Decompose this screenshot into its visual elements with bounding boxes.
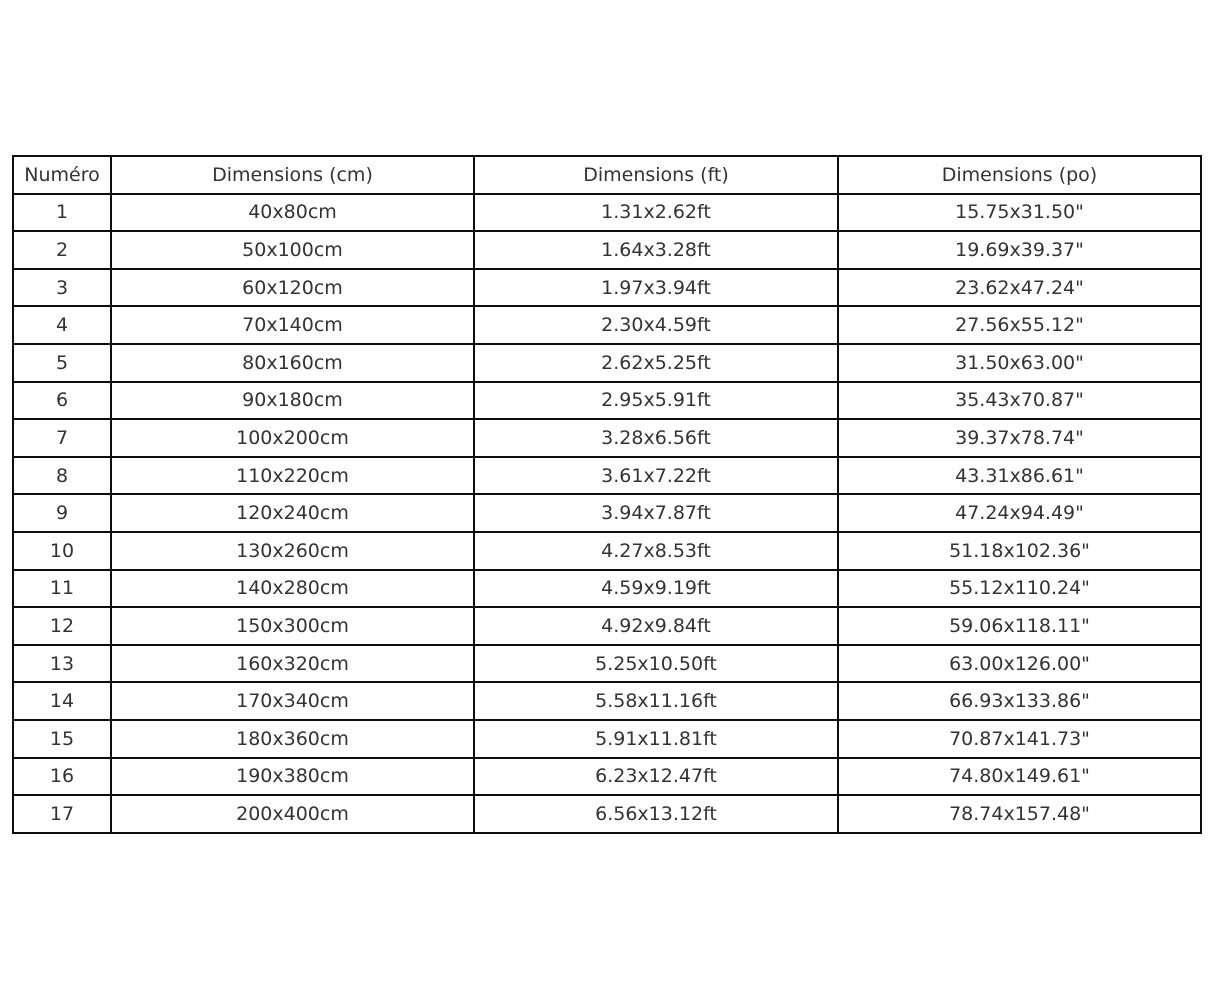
table-cell: 70x140cm <box>111 306 474 344</box>
table-row <box>13 382 1201 420</box>
table-cell: 100x200cm <box>111 419 474 457</box>
table-cell: 3.61x7.22ft <box>474 457 838 495</box>
table-cell: 1.97x3.94ft <box>474 269 838 307</box>
table-cell: 80x160cm <box>111 344 474 382</box>
header-row <box>13 156 1201 194</box>
table-cell: 2.30x4.59ft <box>474 306 838 344</box>
table-cell: 3 <box>13 269 111 307</box>
table-cell: 17 <box>13 795 111 833</box>
table-row <box>13 419 1201 457</box>
table-row <box>13 795 1201 833</box>
table-cell: 4.92x9.84ft <box>474 607 838 645</box>
table-cell: 110x220cm <box>111 457 474 495</box>
table-cell: 3.94x7.87ft <box>474 494 838 532</box>
table-cell: 1.64x3.28ft <box>474 231 838 269</box>
table-cell: 120x240cm <box>111 494 474 532</box>
table-cell: 4 <box>13 306 111 344</box>
table-cell: 180x360cm <box>111 720 474 758</box>
table-cell: 70.87x141.73" <box>838 720 1201 758</box>
table-cell: 27.56x55.12" <box>838 306 1201 344</box>
table-row <box>13 607 1201 645</box>
table-cell: 4.59x9.19ft <box>474 570 838 608</box>
table-row <box>13 570 1201 608</box>
table-cell: 47.24x94.49" <box>838 494 1201 532</box>
table-cell: 200x400cm <box>111 795 474 833</box>
table-cell: 2 <box>13 231 111 269</box>
table-cell: 160x320cm <box>111 645 474 683</box>
column-header: Numéro <box>13 156 111 194</box>
table-cell: 140x280cm <box>111 570 474 608</box>
table-cell: 39.37x78.74" <box>838 419 1201 457</box>
table-row <box>13 306 1201 344</box>
table-row <box>13 194 1201 232</box>
table-row <box>13 645 1201 683</box>
table-cell: 190x380cm <box>111 758 474 796</box>
table-cell: 59.06x118.11" <box>838 607 1201 645</box>
table-row <box>13 344 1201 382</box>
table-cell: 43.31x86.61" <box>838 457 1201 495</box>
table-cell: 60x120cm <box>111 269 474 307</box>
table-cell: 8 <box>13 457 111 495</box>
table-cell: 66.93x133.86" <box>838 682 1201 720</box>
table-cell: 13 <box>13 645 111 683</box>
table-cell: 6 <box>13 382 111 420</box>
table-cell: 2.62x5.25ft <box>474 344 838 382</box>
table-cell: 35.43x70.87" <box>838 382 1201 420</box>
dimensions-table <box>12 155 1202 834</box>
table-cell: 4.27x8.53ft <box>474 532 838 570</box>
table-cell: 31.50x63.00" <box>838 344 1201 382</box>
table-cell: 2.95x5.91ft <box>474 382 838 420</box>
table-cell: 5 <box>13 344 111 382</box>
table-cell: 1 <box>13 194 111 232</box>
table-cell: 6.56x13.12ft <box>474 795 838 833</box>
table-cell: 1.31x2.62ft <box>474 194 838 232</box>
table-cell: 50x100cm <box>111 231 474 269</box>
table-row <box>13 682 1201 720</box>
table-row <box>13 758 1201 796</box>
table-cell: 16 <box>13 758 111 796</box>
table-row <box>13 457 1201 495</box>
table-cell: 11 <box>13 570 111 608</box>
table-cell: 51.18x102.36" <box>838 532 1201 570</box>
table-cell: 19.69x39.37" <box>838 231 1201 269</box>
table-cell: 63.00x126.00" <box>838 645 1201 683</box>
table-row <box>13 720 1201 758</box>
table-cell: 5.91x11.81ft <box>474 720 838 758</box>
table-row <box>13 231 1201 269</box>
table-cell: 12 <box>13 607 111 645</box>
table-cell: 9 <box>13 494 111 532</box>
table-cell: 10 <box>13 532 111 570</box>
table-cell: 74.80x149.61" <box>838 758 1201 796</box>
table-row <box>13 532 1201 570</box>
table-cell: 90x180cm <box>111 382 474 420</box>
table-cell: 23.62x47.24" <box>838 269 1201 307</box>
table-cell: 78.74x157.48" <box>838 795 1201 833</box>
table-cell: 40x80cm <box>111 194 474 232</box>
table-cell: 6.23x12.47ft <box>474 758 838 796</box>
table-cell: 7 <box>13 419 111 457</box>
table-row <box>13 269 1201 307</box>
column-header: Dimensions (po) <box>838 156 1201 194</box>
table-cell: 3.28x6.56ft <box>474 419 838 457</box>
table-cell: 55.12x110.24" <box>838 570 1201 608</box>
table-cell: 150x300cm <box>111 607 474 645</box>
table-cell: 5.25x10.50ft <box>474 645 838 683</box>
table-cell: 14 <box>13 682 111 720</box>
table-body <box>13 194 1201 833</box>
table-cell: 170x340cm <box>111 682 474 720</box>
table-cell: 15.75x31.50" <box>838 194 1201 232</box>
column-header: Dimensions (ft) <box>474 156 838 194</box>
table-cell: 5.58x11.16ft <box>474 682 838 720</box>
table-row <box>13 494 1201 532</box>
table-cell: 130x260cm <box>111 532 474 570</box>
column-header: Dimensions (cm) <box>111 156 474 194</box>
table-cell: 15 <box>13 720 111 758</box>
